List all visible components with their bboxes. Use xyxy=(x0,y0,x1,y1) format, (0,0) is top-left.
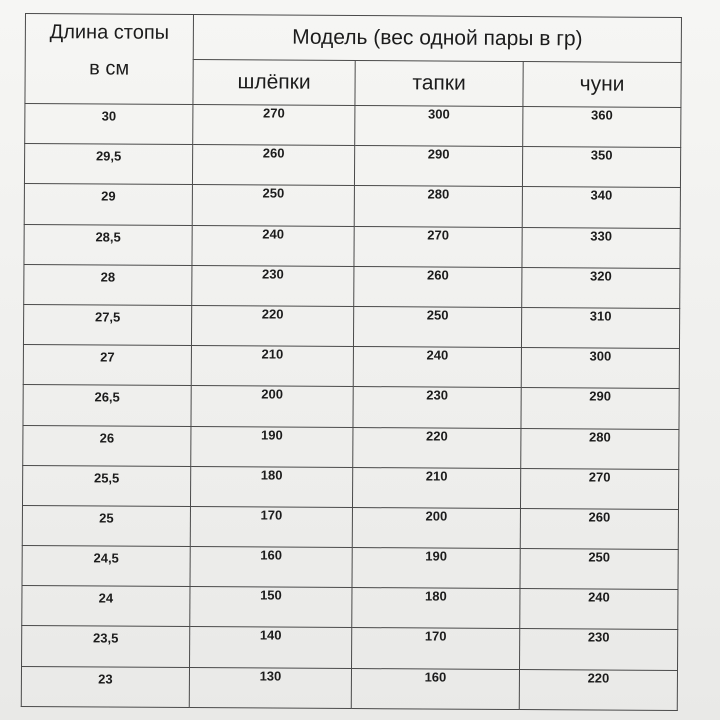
chuni-weight-cell: 340 xyxy=(522,187,680,228)
foot-length-cell: 30 xyxy=(25,104,193,145)
tapki-weight-cell: 180 xyxy=(352,588,520,629)
tapki-weight-cell: 290 xyxy=(354,146,522,187)
table-row xyxy=(22,546,678,590)
shlepki-weight-cell: 170 xyxy=(190,506,352,547)
foot-length-cell: 29,5 xyxy=(24,144,192,185)
chuni-weight-cell: 220 xyxy=(519,669,677,710)
foot-length-cell: 26,5 xyxy=(23,385,191,426)
table-row xyxy=(24,144,680,188)
column-header-tapki: тапки xyxy=(355,61,523,107)
foot-length-header-line2: в см xyxy=(89,57,130,80)
table-row xyxy=(23,304,679,348)
chuni-weight-cell: 260 xyxy=(520,508,678,549)
foot-length-cell: 25,5 xyxy=(22,465,190,506)
chuni-weight-cell: 290 xyxy=(521,388,679,429)
tapki-weight-cell: 250 xyxy=(353,306,521,347)
shlepki-weight-cell: 260 xyxy=(192,145,354,186)
tapki-weight-cell: 210 xyxy=(352,467,520,508)
chuni-weight-cell: 320 xyxy=(522,267,680,308)
table-row xyxy=(25,104,681,148)
foot-length-cell: 23 xyxy=(21,666,189,707)
chuni-weight-cell: 310 xyxy=(521,307,679,348)
chuni-weight-cell: 330 xyxy=(522,227,680,268)
tapki-weight-cell: 220 xyxy=(353,427,521,468)
shlepki-weight-cell: 220 xyxy=(191,305,353,346)
table-row xyxy=(23,425,679,469)
chuni-weight-cell: 250 xyxy=(520,549,678,590)
tapki-weight-cell: 280 xyxy=(354,186,522,227)
shlepki-weight-cell: 200 xyxy=(191,386,353,427)
foot-length-cell: 24 xyxy=(22,586,190,627)
shlepki-weight-cell: 180 xyxy=(190,466,352,507)
foot-length-cell: 28 xyxy=(24,264,192,305)
table-row xyxy=(24,264,680,308)
foot-length-header-line1: Длина стопы xyxy=(49,21,170,44)
shlepki-weight-cell: 130 xyxy=(189,667,351,708)
tapki-weight-cell: 160 xyxy=(351,668,519,709)
shlepki-weight-cell: 230 xyxy=(192,265,354,306)
table-row xyxy=(24,184,680,228)
shlepki-weight-cell: 240 xyxy=(192,225,354,266)
table-row xyxy=(24,224,680,268)
chuni-weight-cell: 270 xyxy=(520,468,678,509)
foot-length-cell: 29 xyxy=(24,184,192,225)
table-row xyxy=(22,626,678,670)
model-header: Модель (вес одной пары в гр) xyxy=(193,15,681,63)
shlepki-weight-cell: 150 xyxy=(190,587,352,628)
table-row xyxy=(23,345,679,389)
chuni-weight-cell: 300 xyxy=(521,348,679,389)
table-row xyxy=(22,505,678,549)
table-row xyxy=(22,465,678,509)
table-row xyxy=(21,666,677,710)
tapki-weight-cell: 200 xyxy=(352,507,520,548)
foot-length-cell: 27 xyxy=(23,345,191,386)
shlepki-weight-cell: 270 xyxy=(193,105,355,146)
tapki-weight-cell: 300 xyxy=(355,106,523,147)
tapki-weight-cell: 190 xyxy=(352,548,520,589)
tapki-weight-cell: 240 xyxy=(353,347,521,388)
table-row xyxy=(23,385,679,429)
foot-length-cell: 28,5 xyxy=(24,224,192,265)
chuni-weight-cell: 280 xyxy=(521,428,679,469)
shlepki-weight-cell: 250 xyxy=(192,185,354,226)
chuni-weight-cell: 350 xyxy=(522,147,680,188)
column-header-chuni: чуни xyxy=(523,62,681,108)
tapki-weight-cell: 170 xyxy=(352,628,520,669)
column-header-shlepki: шлёпки xyxy=(193,60,355,106)
table-body xyxy=(21,104,681,711)
foot-length-cell: 24,5 xyxy=(22,546,190,587)
foot-length-cell: 27,5 xyxy=(23,304,191,345)
tapki-weight-cell: 230 xyxy=(353,387,521,428)
chuni-weight-cell: 240 xyxy=(520,589,678,630)
shlepki-weight-cell: 190 xyxy=(191,426,353,467)
size-weight-table xyxy=(21,13,682,711)
foot-length-cell: 26 xyxy=(23,425,191,466)
chuni-weight-cell: 230 xyxy=(520,629,678,670)
tapki-weight-cell: 260 xyxy=(354,266,522,307)
shlepki-weight-cell: 160 xyxy=(190,547,352,588)
chuni-weight-cell: 360 xyxy=(523,107,681,148)
foot-length-header xyxy=(25,14,194,105)
shlepki-weight-cell: 140 xyxy=(190,627,352,668)
foot-length-cell: 25 xyxy=(22,505,190,546)
foot-length-cell: 23,5 xyxy=(22,626,190,667)
shlepki-weight-cell: 210 xyxy=(191,346,353,387)
table-row xyxy=(22,586,678,630)
tapki-weight-cell: 270 xyxy=(354,226,522,267)
